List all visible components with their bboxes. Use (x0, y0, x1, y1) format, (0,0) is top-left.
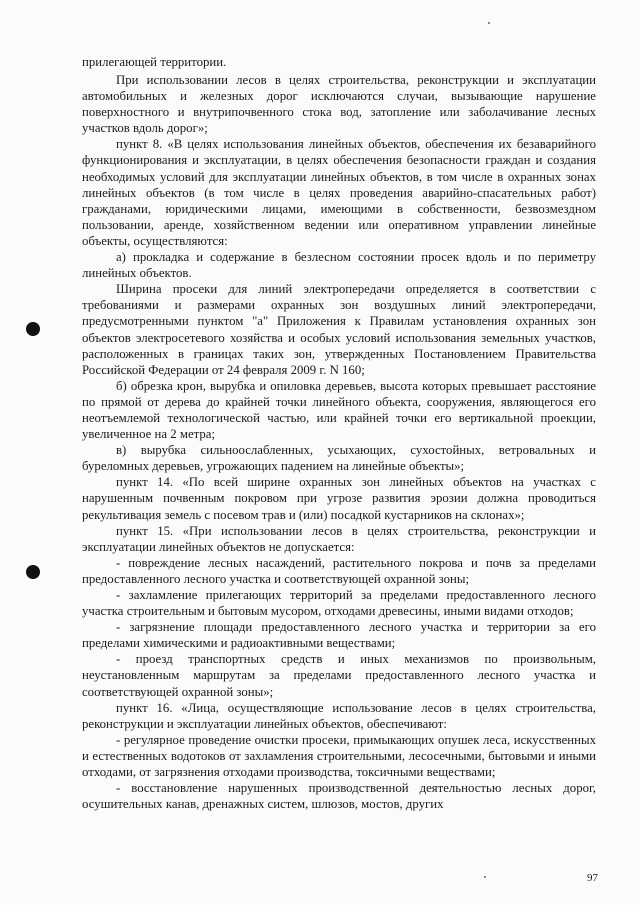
paragraph: Ширина просеки для линий электропередачи определяется в соответствии с требованиями и размерами охранных зон воздушных линий электропередачи, предусмотренными пунктом "а" Приложения к Правилам установления охранных зон объектов электросетевого хозяйства и особых условий использования земельных участков, расположенных в границах таких зон, утвержденных Постановлением Правительства Российской Федерации от 24 февраля 2009 г. N 160; (82, 282, 596, 377)
scan-speck (484, 876, 486, 878)
paragraph: пункт 16. «Лица, осуществляющие использование лесов в целях строительства, реконструкции и эксплуатации линейных объектов, обеспечивают: (82, 700, 596, 731)
paragraph: в) вырубка сильноослабленных, усыхающих, сухостойных, ветровальных и буреломных деревьев, угрожающих падением на линейные объекты»; (82, 443, 596, 474)
list-item: - повреждение лесных насаждений, растительного покрова и почв за пределами предоставленного лесного участка и соответствующей охранной зоны; (82, 555, 596, 586)
paragraph: а) прокладка и содержание в безлесном состоянии просек вдоль и по периметру линейных объектов. (82, 250, 596, 281)
scan-speck (488, 22, 490, 24)
list-item: - проезд транспортных средств и иных механизмов по произвольным, неустановленным маршрутам за пределами предоставленного лесного участка и соответствующей охранной зоны»; (82, 652, 596, 699)
paragraph: пункт 14. «По всей ширине охранных зон линейных объектов на участках с нарушенным почвенным покровом при угрозе развития эрозии должна проводиться рекультивация земель с посевом трав и (или) посадкой кустарников на склонах»; (82, 475, 596, 522)
paragraph: пункт 8. «В целях использования линейных объектов, обеспечения их безаварийного функционирования и эксплуатации, в целях обеспечения безопасности граждан и создания необходимых условий для эксплуатации линейных объектов, в том числе в охранных зонах линейных объектов (в том числе в целях проведения аварийно-спасательных работ) гражданами, юридическими лицами, имеющими в собственности, безвозмездном пользовании, аренде, хозяйственном ведении или оперативном управлении линейные объекты, осуществляются: (82, 137, 596, 248)
list-item: - загрязнение площади предоставленного лесного участка и территории за его пределами химическими и радиоактивными веществами; (82, 620, 596, 651)
continuation-line: прилегающей территории. (82, 55, 227, 69)
page-number: 97 (587, 872, 598, 884)
punch-hole-top (26, 322, 40, 336)
paragraph: б) обрезка крон, вырубка и опиловка деревьев, высота которых превышает расстояние по прямой от дерева до крайней точки линейного объекта, сооружения, являющегося его неотъемлемой технологической частью, или крайней точки его вертикальной проекции, увеличенное на 2 метра; (82, 378, 596, 442)
paragraph: При использовании лесов в целях строительства, реконструкции и эксплуатации автомобильных и железных дорог исключаются случаи, вызывающие нарушение поверхностного и внутрипочвенного стока вод, затопление или заболачивание лесных участков вдоль дорог»; (82, 73, 596, 136)
list-item: - захламление прилегающих территорий за пределами предоставленного лесного участка строительным и бытовым мусором, отходами древесины, иными видами отходов; (82, 588, 596, 619)
punch-hole-bottom (26, 565, 40, 579)
document-body (82, 54, 596, 812)
paragraph: пункт 15. «При использовании лесов в целях строительства, реконструкции и эксплуатации линейных объектов не допускается: (82, 523, 596, 554)
list-item: - восстановление нарушенных производственной деятельностью лесных дорог, осушительных канав, дренажных систем, шлюзов, мостов, других (82, 781, 596, 812)
list-item: - регулярное проведение очистки просеки, примыкающих опушек леса, искусственных и естественных водотоков от захламления строительными, лесосечными, бытовыми и иными отходами, от загрязнения отходами производства, токсичными веществами; (82, 732, 596, 780)
